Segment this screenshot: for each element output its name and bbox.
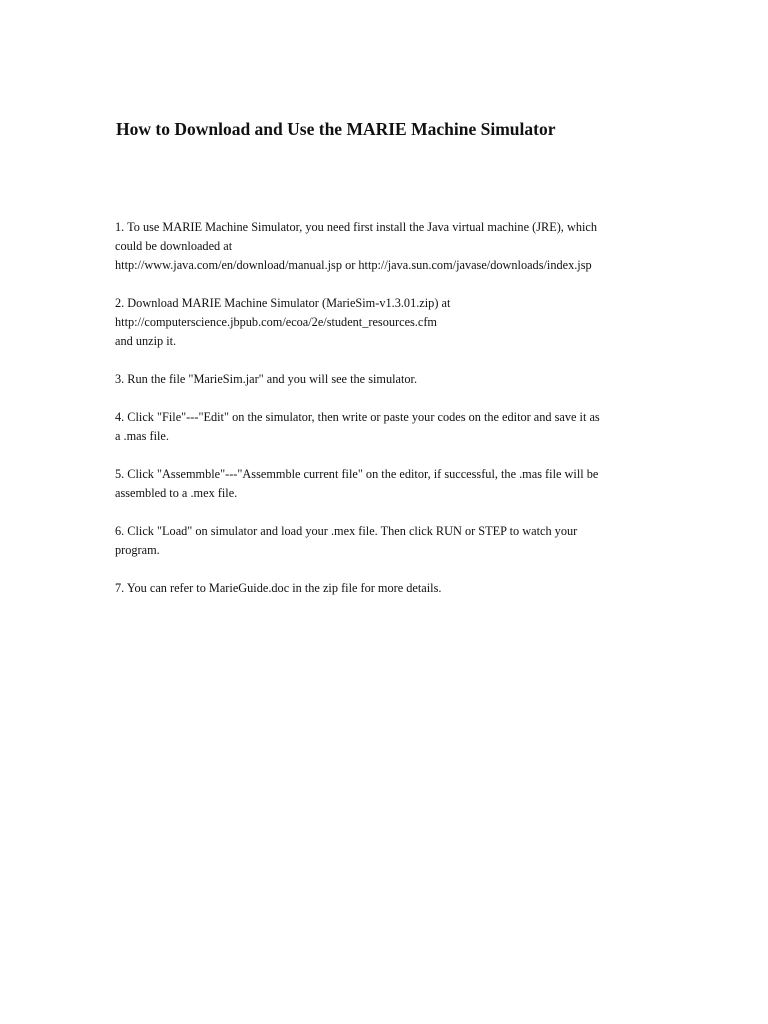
instruction-list: [115, 218, 660, 617]
step-4-line-2: a .mas file.: [115, 429, 169, 443]
step-4-line-1: 4. Click "File"---"Edit" on the simulator, then write or paste your codes on the editor and save it as: [115, 410, 600, 424]
step-1-line-3: http://www.java.com/en/download/manual.jsp or http://java.sun.com/javase/downloads/index.jsp: [115, 258, 592, 272]
step-3: [115, 370, 660, 389]
step-1: [115, 218, 660, 275]
page-title: How to Download and Use the MARIE Machine Simulator: [116, 119, 556, 139]
step-2-line-3: and unzip it.: [115, 334, 177, 348]
step-1-line-2: could be downloaded at: [115, 239, 233, 253]
step-6-line-1: 6. Click "Load" on simulator and load your .mex file. Then click RUN or STEP to watch your: [115, 524, 578, 538]
step-6: [115, 522, 660, 560]
step-3-line-1: 3. Run the file "MarieSim.jar" and you will see the simulator.: [115, 372, 418, 386]
step-2-line-1: 2. Download MARIE Machine Simulator (MarieSim-v1.3.01.zip) at: [115, 296, 451, 310]
step-4: [115, 408, 660, 446]
step-5-line-1: 5. Click "Assemmble"---"Assemmble current file" on the editor, if successful, the .mas file will be: [115, 467, 599, 481]
step-1-line-1: 1. To use MARIE Machine Simulator, you need first install the Java virtual machine (JRE), which: [115, 220, 597, 234]
step-5: [115, 465, 660, 503]
step-2-line-2: http://computerscience.jbpub.com/ecoa/2e/student_resources.cfm: [115, 315, 438, 329]
step-7-line-1: 7. You can refer to MarieGuide.doc in the zip file for more details.: [115, 581, 442, 595]
step-6-line-2: program.: [115, 543, 160, 557]
step-7: [115, 579, 660, 598]
step-5-line-2: assembled to a .mex file.: [115, 486, 238, 500]
step-2: [115, 294, 660, 351]
